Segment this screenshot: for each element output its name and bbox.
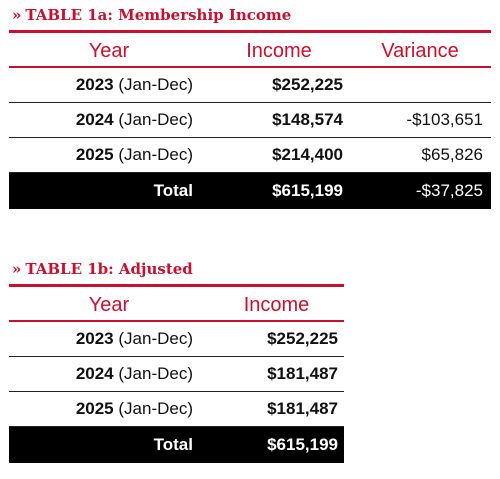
adjusted-income-table <box>9 290 344 463</box>
year-value: 2023 <box>75 329 114 348</box>
col-header-income: Income <box>209 36 349 67</box>
membership-income-table <box>9 36 491 209</box>
income-cell: $148,574 <box>209 103 349 138</box>
table-1b-caption-text: TABLE 1b: Adjusted <box>25 260 193 278</box>
income-cell: $181,487 <box>209 357 344 392</box>
table-row <box>9 138 491 173</box>
year-value: 2025 <box>75 145 114 164</box>
col-header-income: Income <box>209 290 344 321</box>
year-cell <box>9 67 209 103</box>
total-label: Total <box>9 427 209 464</box>
table-1a-caption-text: TABLE 1a: Membership Income <box>25 6 292 24</box>
table-1b-top-rule <box>9 284 344 287</box>
total-row <box>9 173 491 210</box>
table-header-row <box>9 290 344 321</box>
total-variance: -$37,825 <box>349 173 491 210</box>
table-1a-caption <box>12 6 291 24</box>
caption-arrow-icon: » <box>12 6 22 24</box>
year-period: (Jan-Dec) <box>118 145 193 164</box>
col-header-year: Year <box>9 290 209 321</box>
variance-cell <box>349 67 491 103</box>
year-value: 2025 <box>75 399 114 418</box>
year-cell <box>9 103 209 138</box>
year-value: 2024 <box>75 110 114 129</box>
col-header-year: Year <box>9 36 209 67</box>
year-period: (Jan-Dec) <box>118 364 193 383</box>
year-cell <box>9 392 209 427</box>
year-cell <box>9 357 209 392</box>
total-row <box>9 427 344 464</box>
table-row <box>9 392 344 427</box>
year-period: (Jan-Dec) <box>118 75 193 94</box>
table-row <box>9 321 344 357</box>
total-income: $615,199 <box>209 427 344 464</box>
year-value: 2023 <box>75 75 114 94</box>
caption-arrow-icon: » <box>12 260 22 278</box>
income-cell: $181,487 <box>209 392 344 427</box>
table-1a-top-rule <box>9 30 491 33</box>
table-1b-caption <box>12 260 193 278</box>
year-cell <box>9 321 209 357</box>
year-period: (Jan-Dec) <box>118 399 193 418</box>
table-row <box>9 103 491 138</box>
table-row <box>9 357 344 392</box>
income-cell: $214,400 <box>209 138 349 173</box>
income-cell: $252,225 <box>209 321 344 357</box>
total-income: $615,199 <box>209 173 349 210</box>
variance-cell: $65,826 <box>349 138 491 173</box>
variance-cell: -$103,651 <box>349 103 491 138</box>
table-row <box>9 67 491 103</box>
year-cell <box>9 138 209 173</box>
year-value: 2024 <box>75 364 114 383</box>
col-header-variance: Variance <box>349 36 491 67</box>
total-label: Total <box>9 173 209 210</box>
year-period: (Jan-Dec) <box>118 329 193 348</box>
year-period: (Jan-Dec) <box>118 110 193 129</box>
income-cell: $252,225 <box>209 67 349 103</box>
table-header-row <box>9 36 491 67</box>
